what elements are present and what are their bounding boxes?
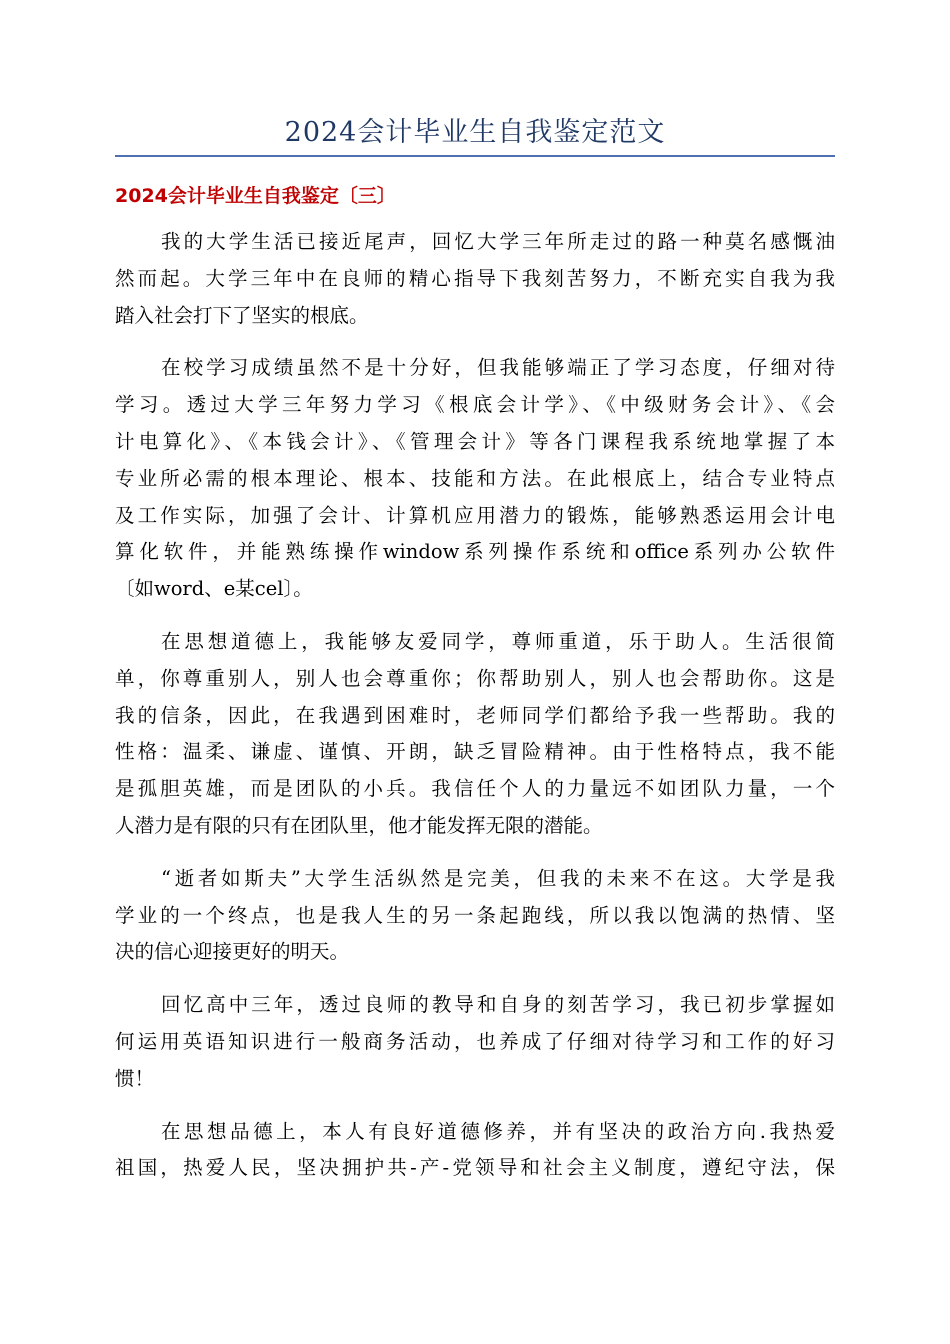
paragraph-line: 我的信条，因此，在我遇到困难时，老师同学们都给予我一些帮助。我的 xyxy=(115,703,835,727)
body-paragraph xyxy=(115,987,835,1097)
body-paragraph xyxy=(115,624,835,845)
paragraph-line: 惯！ xyxy=(115,1066,155,1090)
paragraph-line: 学习。透过大学三年努力学习《根底会计学》、《中级财务会计》、《会 xyxy=(115,393,835,417)
paragraph-line: “逝者如斯夫”大学生活纵然是完美，但我的未来不在这。大学是我 xyxy=(161,866,835,890)
paragraph-line: 是孤胆英雄，而是团队的小兵。我信任个人的力量远不如团队力量，一个 xyxy=(115,777,835,801)
paragraph-line: 回忆高中三年，透过良师的教导和自身的刻苦学习，我已初步掌握如 xyxy=(161,993,835,1017)
paragraph-line: 在思想道德上，我能够友爱同学，尊师重道，乐于助人。生活很简 xyxy=(161,629,835,653)
body-paragraph xyxy=(115,224,835,334)
paragraph-line: 算化软件，并能熟练操作window系列操作系统和office系列办公软件 xyxy=(115,540,835,564)
paragraph-line: 然而起。大学三年中在良师的精心指导下我刻苦努力，不断充实自我为我 xyxy=(115,266,835,290)
paragraph-line: 我的大学生活已接近尾声，回忆大学三年所走过的路一种莫名感慨油 xyxy=(161,230,835,253)
document-title: 2024会计毕业生自我鉴定范文 xyxy=(284,117,666,148)
title-divider xyxy=(115,155,835,157)
paragraph-line: 计电算化》、《本钱会计》、《管理会计》等各门课程我系统地掌握了本 xyxy=(115,429,835,453)
paragraph-line: 人潜力是有限的只有在团队里，他才能发挥无限的潜能。 xyxy=(115,813,603,837)
section-heading: 2024会计毕业生自我鉴定〔三〕 xyxy=(115,185,396,207)
paragraph-line: 在校学习成绩虽然不是十分好，但我能够端正了学习态度，仔细对待 xyxy=(161,356,835,380)
paragraph-line: 在思想品德上，本人有良好道德修养，并有坚决的政治方向.我热爱 xyxy=(161,1119,835,1143)
paragraph-line: 决的信心迎接更好的明天。 xyxy=(115,940,350,964)
body-text xyxy=(115,224,835,1203)
paragraph-line: 踏入社会打下了坚实的根底。 xyxy=(115,303,369,327)
paragraph-line: 单，你尊重别人，别人也会尊重你；你帮助别人，别人也会帮助你。这是 xyxy=(115,666,835,690)
paragraph-line: 学业的一个终点，也是我人生的另一条起跑线，所以我以饱满的热情、坚 xyxy=(115,903,835,927)
paragraph-line: 及工作实际，加强了会计、计算机应用潜力的锻炼，能够熟悉运用会计电 xyxy=(115,503,835,527)
paragraph-line: 性格：温柔、谦虚、谨慎、开朗，缺乏冒险精神。由于性格特点，我不能 xyxy=(115,740,835,764)
paragraph-line: 祖国，热爱人民，坚决拥护共-产-党领导和社会主义制度，遵纪守法，保 xyxy=(115,1156,835,1180)
body-paragraph xyxy=(115,1114,835,1188)
body-paragraph xyxy=(115,861,835,971)
body-paragraph xyxy=(115,350,835,608)
paragraph-line: 何运用英语知识进行一般商务活动，也养成了仔细对待学习和工作的好习 xyxy=(115,1029,835,1053)
paragraph-line: 专业所必需的根本理论、根本、技能和方法。在此根底上，结合专业特点 xyxy=(115,466,835,490)
paragraph-line: 〔如word、e某cel〕。 xyxy=(115,577,313,601)
